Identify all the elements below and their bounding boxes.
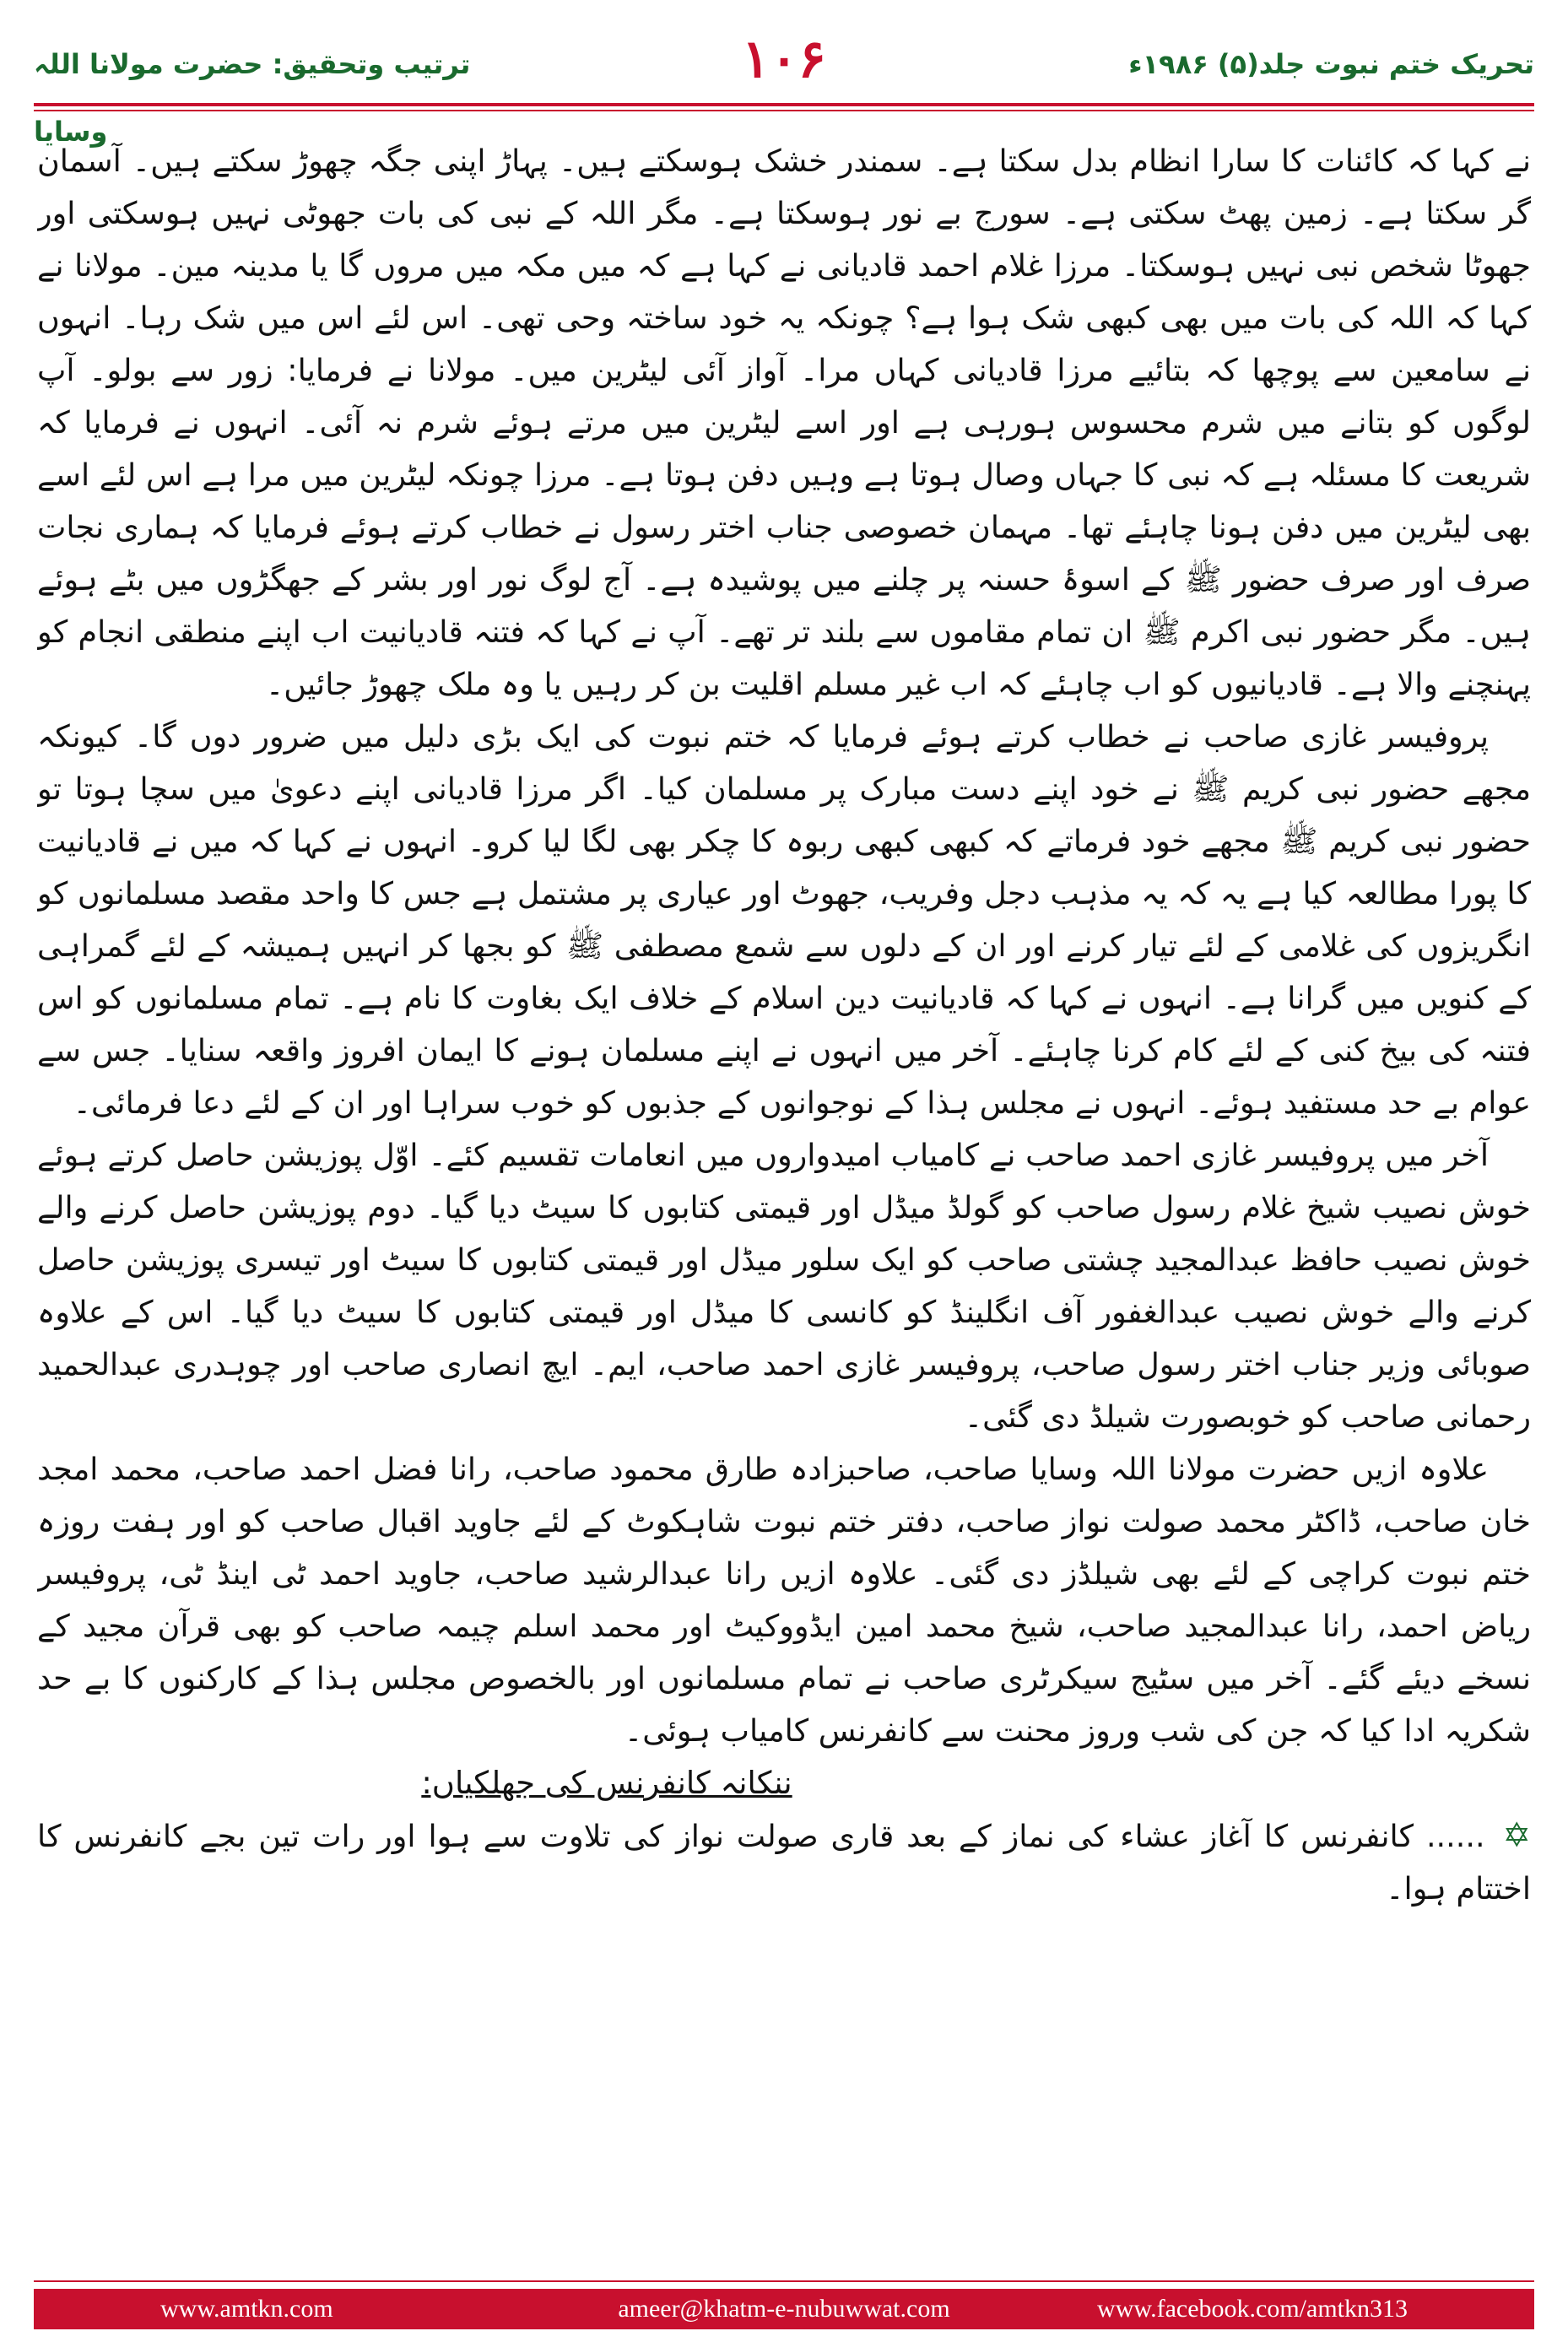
- header-rule: [34, 103, 1534, 106]
- footer-facebook-link[interactable]: www.facebook.com/amtkn313: [1097, 2295, 1408, 2323]
- page-number: ۱۰۶: [742, 28, 826, 89]
- paragraph: نے کہا کہ کائنات کا سارا انظام بدل سکتا ہے۔ سمندر خشک ہوسکتے ہیں۔ پہاڑ اپنی جگہ چھوڑ سکتے ہیں۔ آسمان گر سکتا ہے۔ زمین پھٹ سکتی ہے۔ سورج بے نور ہوسکتا ہے۔ مگر اللہ کے نبی کی بات جھوٹی نہیں ہوسکتی اور جھوٹا شخص نبی نہیں ہوسکتا۔ مرزا غلام احمد قادیانی نے کہا ہے کہ میں مکہ میں مروں گا یا مدینہ مین۔ مولانا نے کہا کہ اللہ کی بات میں بھی کبھی شک ہوا ہے؟ چونکہ یہ خود ساختہ وحی تھی۔ اس لئے اس میں شک رہا۔ انہوں نے سامعین سے پوچھا کہ بتائیے مرزا قادیانی کہاں مرا۔ آواز آئی لیٹرین میں۔ مولانا نے فرمایا: زور سے بولو۔ آپ لوگوں کو بتانے میں شرم محسوس ہورہی ہے اور اسے لیٹرین میں مرتے ہوئے شرم نہ آئی۔ انہوں نے فرمایا کہ شریعت کا مسئلہ ہے کہ نبی کا جہاں وصال ہوتا ہے وہیں دفن ہوتا ہے۔ مرزا چونکہ لیٹرین میں مرا ہے اس لئے اسے بھی لیٹرین میں دفن ہونا چاہئے تھا۔ مہمان خصوصی جناب اختر رسول نے خطاب کرتے ہوئے فرمایا کہ ہماری نجات صرف اور صرف حضور ﷺ کے اسوۂ حسنہ پر چلنے میں پوشیدہ ہے۔ آج لوگ نور اور بشر کے جھگڑوں میں بٹے ہوئے ہیں۔ مگر حضور نبی اکرم ﷺ ان تمام مقاموں سے بلند تر تھے۔ آپ نے کہا کہ فتنہ قادیانیت اب اپنے منطقی انجام کو پہنچنے والا ہے۔ قادیانیوں کو اب چاہئے کہ اب غیر مسلم اقلیت بن کر رہیں یا وہ ملک چھوڑ جائیں۔: [37, 143, 1531, 702]
- footer-bar: [34, 2289, 1534, 2329]
- paragraph: پروفیسر غازی صاحب نے خطاب کرتے ہوئے فرمایا کہ ختم نبوت کی ایک بڑی دلیل میں ضرور دوں گا۔ کیونکہ مجھے حضور نبی کریم ﷺ نے خود اپنے دست مبارک پر مسلمان کیا۔ اگر مرزا قادیانی اپنے دعویٰ میں سچا ہوتا تو حضور نبی کریم ﷺ مجھے خود فرماتے کہ کبھی کبھی ربوہ کا چکر بھی لگا لیا کرو۔ انہوں نے کہا کہ میں نے قادیانیت کا پورا مطالعہ کیا ہے یہ کہ یہ مذہب دجل وفریب، جھوٹ اور عیاری پر مشتمل ہے جس کا واحد مقصد مسلمانوں کو انگریزوں کی غلامی کے لئے تیار کرنے اور ان کے دلوں سے شمع مصطفی ﷺ کو بجھا کر انہیں ہمیشہ کے لئے گمراہی کے کنویں میں گرانا ہے۔ انہوں نے کہا کہ قادیانیت دین اسلام کے خلاف ایک بغاوت کا نام ہے۔ تمام مسلمانوں کو اس فتنہ کی بیخ کنی کے لئے کام کرنا چاہئے۔ آخر میں انہوں نے اپنے مسلمان ہونے کا ایمان افروز واقعہ سنایا۔ جس سے عوام بے حد مستفید ہوئے۔ انہوں نے مجلس ہذا کے نوجوانوں کے جذبوں کو خوب سراہا اور ان کے لئے دعا فرمائی۔: [37, 718, 1531, 1121]
- bullet-trail: ......: [1425, 1818, 1485, 1854]
- header-compiler-credit: ترتیب وتحقیق: حضرت مولانا اللہ وسایا: [34, 48, 471, 148]
- star-bullet-icon: ✡: [1502, 1816, 1531, 1855]
- paragraph: آخر میں پروفیسر غازی احمد صاحب نے کامیاب امیدواروں میں انعامات تقسیم کئے۔ اوّل پوزیشن حاصل کرتے ہوئے خوش نصیب شیخ غلام رسول صاحب کو گولڈ میڈل اور قیمتی کتابوں کا سیٹ دیا گیا۔ دوم پوزیشن حاصل کرنے والے خوش نصیب حافظ عبدالمجید چشتی صاحب کو ایک سلور میڈل اور قیمتی کتابوں کا سیٹ اور تیسری پوزیشن حاصل کرنے والے خوش نصیب عبدالغفور آف انگلینڈ کو کانسی کا میڈل اور قیمتی کتابوں کا سیٹ دیا گیا۔ اس کے علاوہ صوبائی وزیر جناب اختر رسول صاحب، پروفیسر غازی احمد صاحب، ایم۔ ایچ انصاری صاحب اور چوہدری عبدالحمید رحمانی صاحب کو خوبصورت شیلڈ دی گئی۔: [37, 1137, 1531, 1435]
- bullet-item: [37, 1809, 1531, 1915]
- header-rule-thin: [34, 110, 1534, 111]
- bullet-text: کانفرنس کا آغاز عشاء کی نماز کے بعد قاری صولت نواز کی تلاوت سے ہوا اور رات تین بجے کانفرنس کا اختتام ہوا۔: [37, 1818, 1531, 1907]
- footer-email-link[interactable]: ameer@khatm-e-nubuwwat.com: [618, 2295, 950, 2323]
- header-book-title: تحریک ختم نبوت جلد(۵) ۱۹۸۶ء: [1128, 48, 1534, 80]
- footer-rule: [34, 2280, 1534, 2282]
- article-body: [37, 135, 1531, 2177]
- section-heading: ننکانہ کانفرنس کی جھلکیاں:: [421, 1765, 792, 1801]
- paragraph: علاوہ ازیں حضرت مولانا اللہ وسایا صاحب، صاحبزادہ طارق محمود صاحب، رانا فضل احمد صاحب، محمد امجد خان صاحب، ڈاکٹر محمد صولت نواز صاحب، دفتر ختم نبوت شاہکوٹ کے لئے جاوید اقبال صاحب کو اور ہفت روزہ ختم نبوت کراچی کے لئے بھی شیلڈز دی گئی۔ علاوہ ازیں رانا عبدالرشید صاحب، جاوید احمد ٹی اینڈ ٹی، پروفیسر ریاض احمد، رانا عبدالمجید صاحب، شیخ محمد امین ایڈووکیٹ اور محمد اسلم چیمہ صاحب کو بھی قرآن مجید کے نسخے دیئے گئے۔ آخر میں سٹیج سیکرٹری صاحب نے تمام مسلمانوں اور بالخصوص مجلس ہذا کے کارکنوں کا بے حد شکریہ ادا کیا کہ جن کی شب وروز محنت سے کانفرنس کامیاب ہوئی۔: [37, 1451, 1531, 1749]
- footer-website-link[interactable]: www.amtkn.com: [160, 2295, 333, 2323]
